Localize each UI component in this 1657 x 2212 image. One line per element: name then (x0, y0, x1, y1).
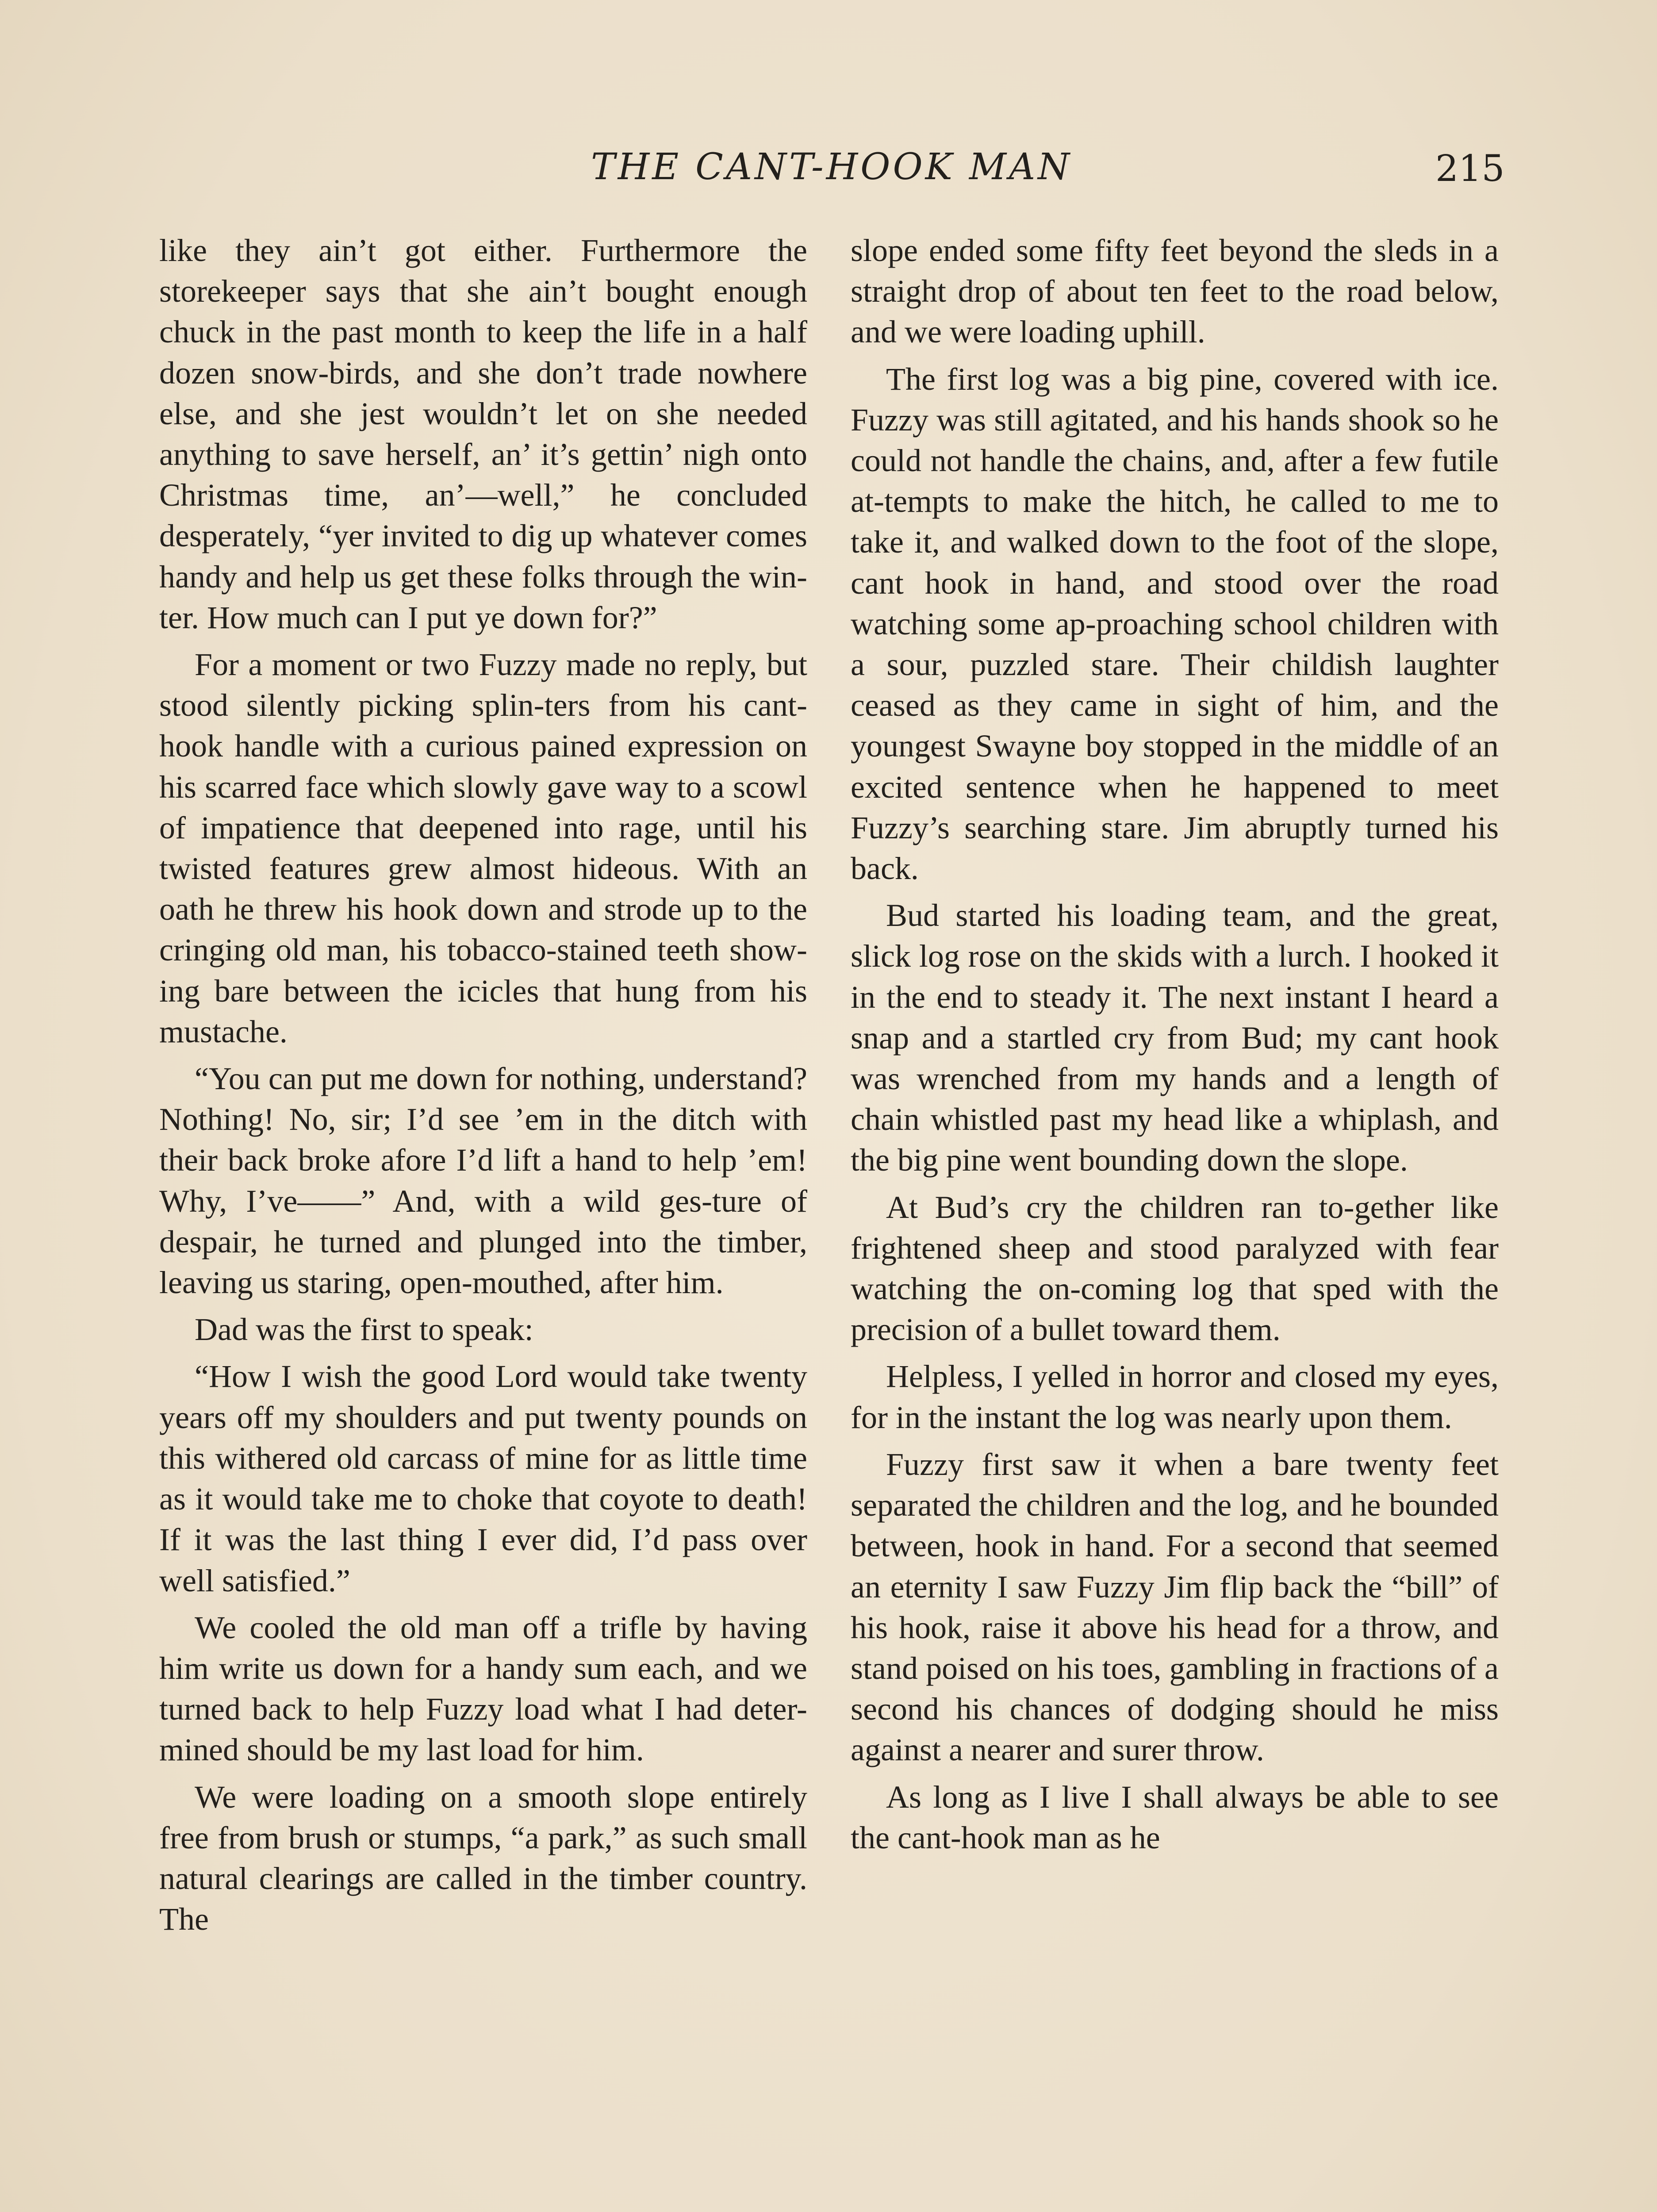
paragraph: Bud started his loading team, and the great, slick log rose on the skids with a lurch. I hooked it in the end to steady it. The next instant I heard a snap and a startled cry from Bud; my cant hook was wrenched from my hands and a length of chain whistled past my head like a whiplash, and the big pine went bounding down the slope. (851, 898, 1499, 1178)
paragraph: We were loading on a smooth slope entirely free from brush or stumps, “a park,” as such small natural clearings are called in the timber country. The (159, 1779, 807, 1937)
running-title: THE CANT-HOOK MAN (591, 146, 1072, 188)
paragraph: slope ended some fifty feet beyond the sleds in a straight drop of about ten feet to the road below, and we were loading uphill. (851, 233, 1499, 350)
paragraph: As long as I live I shall always be able to see the cant-hook man as he (851, 1779, 1499, 1855)
paragraph: Dad was the first to speak: (195, 1312, 533, 1348)
paragraph: At Bud’s cry the children ran to-gether like frightened sheep and stood paralyzed with fear watching the on-coming log that sped with the precision of a bullet toward them. (851, 1189, 1499, 1348)
paragraph: like they ain’t got either. Furthermore the storekeeper says that she ain’t bought enough chuck in the past month to keep the life in a half dozen snow-birds, and she don’t trade nowhere else, and she jest wouldn’t let on she needed anything to save herself, an’ it’s gettin’ nigh onto Christmas time, an’—well,” he concluded desperately, “yer invited to dig up whatever comes handy and help us get these folks through the win-ter. How much can I put ye down for?” (159, 233, 807, 635)
page-number: 215 (1435, 148, 1505, 190)
paragraph: “You can put me down for nothing, understand? Nothing! No, sir; I’d see ’em in the ditch with their back broke afore I’d lift a hand to help ’em! Why, I’ve——” And, with a wild ges-ture of despair, he turned and plunged into the timber, leaving us staring, open-mouthed, after him. (159, 1061, 807, 1301)
paragraph: “How I wish the good Lord would take twenty years off my shoulders and put twenty pounds on this withered old carcass of mine for as little time as it would take me to choke that coyote to death! If it was the last thing I ever did, I’d pass over well satisfied.” (159, 1359, 807, 1598)
left-text-column (159, 230, 807, 1946)
paragraph: Fuzzy first saw it when a bare twenty feet separated the children and the log, and he bounded between, hook in hand. For a second that seemed an eternity I saw Fuzzy Jim flip back the “bill” of his hook, raise it above his head for a throw, and stand poised on his toes, gambling in fractions of a second his chances of dodging should he miss against a nearer and surer throw. (851, 1446, 1499, 1768)
paragraph: Helpless, I yelled in horror and closed my eyes, for in the instant the log was nearly upon them. (851, 1359, 1499, 1435)
paragraph: The first log was a big pine, covered with ice. Fuzzy was still agitated, and his hands shook so he could not handle the chains, and, after a few futile at-tempts to make the hitch, he called to me to take it, and walked down to the foot of the slope, cant hook in hand, and stood over the road watching some ap-proaching school children with a sour, puzzled stare. Their childish laughter ceased as they came in sight of him, and the youngest Swayne boy stopped in the middle of an excited sentence when he happened to meet Fuzzy’s searching stare. Jim abruptly turned his back. (851, 361, 1499, 887)
paragraph: We cooled the old man off a trifle by having him write us down for a handy sum each, and we turned back to help Fuzzy load what I had deter-mined should be my last load for him. (159, 1609, 807, 1768)
paragraph: For a moment or two Fuzzy made no reply, but stood silently picking splin-ters from his cant-hook handle with a curious pained expression on his scarred face which slowly gave way to a scowl of impatience that deepened into rage, until his twisted features grew almost hideous. With an oath he threw his hook down and strode up to the cringing old man, his tobacco-stained teeth show-ing bare between the icicles that hung from his mustache. (159, 647, 807, 1049)
running-head (0, 146, 1657, 199)
right-text-column (851, 230, 1499, 1864)
